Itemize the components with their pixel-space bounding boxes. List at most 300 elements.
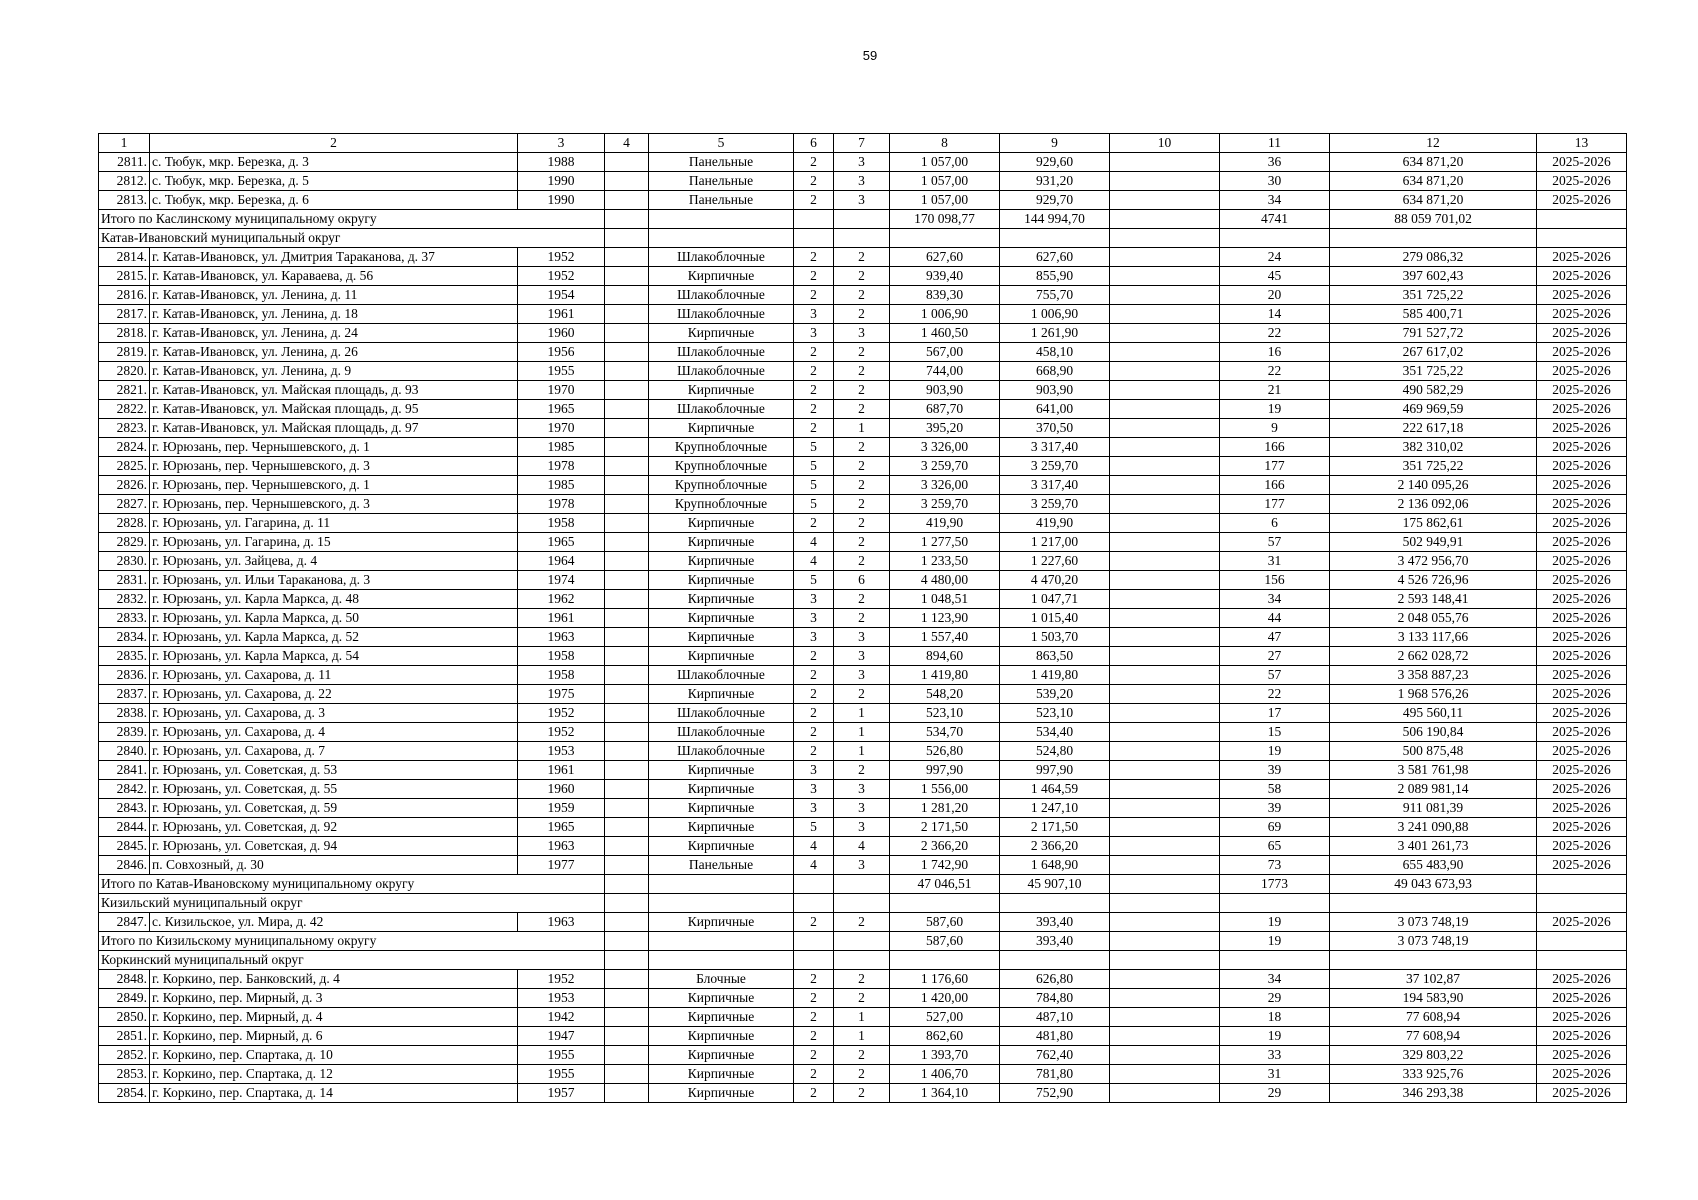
row-number: 2827. [99,495,150,514]
cost-cell: 351 725,22 [1330,362,1537,381]
col10-cell [1110,533,1220,552]
period-cell: 2025-2026 [1537,571,1627,590]
year-cell: 1952 [518,704,605,723]
cost-cell: 585 400,71 [1330,305,1537,324]
col10-cell [1110,875,1220,894]
period-cell: 2025-2026 [1537,286,1627,305]
page-number: 59 [862,48,878,63]
wall-material-cell: Кирпичные [649,514,794,533]
entrances-cell: 3 [834,172,890,191]
col7-cell [834,951,890,970]
col4-cell [605,476,649,495]
row-number: 2842. [99,780,150,799]
col9-cell [1000,229,1110,248]
period-cell: 2025-2026 [1537,324,1627,343]
table-row [99,153,1627,172]
col10-cell [1110,989,1220,1008]
residents-cell: 34 [1220,590,1330,609]
wall-material-cell: Шлакоблочные [649,286,794,305]
wall-material-cell: Шлакоблочные [649,248,794,267]
col8-cell [890,894,1000,913]
living-area-cell: 668,90 [1000,362,1110,381]
total-area-cell: 1 419,80 [890,666,1000,685]
col7-cell [834,229,890,248]
year-cell: 1974 [518,571,605,590]
total-area-cell: 523,10 [890,704,1000,723]
entrances-cell: 1 [834,1008,890,1027]
col10-cell [1110,970,1220,989]
period-cell: 2025-2026 [1537,514,1627,533]
total-area-cell: 1 406,70 [890,1065,1000,1084]
col4-cell [605,989,649,1008]
floors-cell: 2 [794,153,834,172]
floors-cell: 2 [794,1027,834,1046]
table-row [99,1027,1627,1046]
total-label: Итого по Катав-Ивановскому муниципальному округу [99,875,605,894]
total-area-cell: 1 176,60 [890,970,1000,989]
address-cell: г. Катав-Ивановск, ул. Майская площадь, д. 93 [150,381,518,400]
wall-material-cell: Шлакоблочные [649,723,794,742]
year-cell: 1947 [518,1027,605,1046]
col4-cell [605,1084,649,1103]
table-row [99,286,1627,305]
col5-cell [649,951,794,970]
period-cell: 2025-2026 [1537,438,1627,457]
cost-cell: 634 871,20 [1330,153,1537,172]
period-cell: 2025-2026 [1537,381,1627,400]
total-area-cell: 1 057,00 [890,153,1000,172]
total-area-cell: 3 326,00 [890,438,1000,457]
cost-cell: 351 725,22 [1330,286,1537,305]
cost-cell: 2 593 148,41 [1330,590,1537,609]
wall-material-cell: Панельные [649,153,794,172]
floors-cell: 5 [794,818,834,837]
address-cell: г. Катав-Ивановск, ул. Ленина, д. 18 [150,305,518,324]
wall-material-cell: Кирпичные [649,1027,794,1046]
table-row [99,172,1627,191]
col13-cell [1537,229,1627,248]
col4-cell [605,609,649,628]
entrances-cell: 2 [834,533,890,552]
table-row [99,970,1627,989]
residents-cell: 22 [1220,362,1330,381]
table-row [99,248,1627,267]
residents-cell: 177 [1220,495,1330,514]
address-cell: г. Катав-Ивановск, ул. Ленина, д. 26 [150,343,518,362]
living-area-cell: 755,70 [1000,286,1110,305]
table-row [99,495,1627,514]
wall-material-cell: Кирпичные [649,571,794,590]
residents-cell: 29 [1220,989,1330,1008]
address-cell: с. Тюбук, мкр. Березка, д. 6 [150,191,518,210]
year-cell: 1956 [518,343,605,362]
wall-material-cell: Кирпичные [649,761,794,780]
section-header-row [99,951,1627,970]
period-cell: 2025-2026 [1537,305,1627,324]
floors-cell: 2 [794,248,834,267]
col10-cell [1110,647,1220,666]
total-area-cell: 862,60 [890,1027,1000,1046]
col7-cell [834,932,890,951]
entrances-cell: 2 [834,989,890,1008]
cost-cell: 3 073 748,19 [1330,913,1537,932]
row-number: 2840. [99,742,150,761]
total-area-cell: 548,20 [890,685,1000,704]
residents-cell: 22 [1220,685,1330,704]
cost-cell: 490 582,29 [1330,381,1537,400]
entrances-cell: 2 [834,1046,890,1065]
col10-cell [1110,1084,1220,1103]
residents-cell: 18 [1220,1008,1330,1027]
period-cell: 2025-2026 [1537,837,1627,856]
table-row [99,381,1627,400]
year-cell: 1952 [518,248,605,267]
column-header-11: 11 [1220,134,1330,153]
floors-cell: 3 [794,761,834,780]
entrances-cell: 2 [834,495,890,514]
residents-cell: 73 [1220,856,1330,875]
year-cell: 1958 [518,647,605,666]
living-area-cell: 903,90 [1000,381,1110,400]
col4-cell [605,381,649,400]
row-number: 2822. [99,400,150,419]
living-area-cell: 1 227,60 [1000,552,1110,571]
cost-cell: 346 293,38 [1330,1084,1537,1103]
period-cell: 2025-2026 [1537,685,1627,704]
floors-cell: 2 [794,666,834,685]
address-cell: г. Юрюзань, ул. Гагарина, д. 15 [150,533,518,552]
col10-cell [1110,210,1220,229]
row-number: 2843. [99,799,150,818]
residents-cell: 36 [1220,153,1330,172]
floors-cell: 2 [794,343,834,362]
wall-material-cell: Шлакоблочные [649,343,794,362]
total-row [99,932,1627,951]
year-cell: 1961 [518,761,605,780]
row-number: 2818. [99,324,150,343]
residents-cell: 21 [1220,381,1330,400]
period-cell: 2025-2026 [1537,780,1627,799]
col9-cell [1000,951,1110,970]
col4-cell [605,229,649,248]
entrances-cell: 2 [834,267,890,286]
row-number: 2820. [99,362,150,381]
year-cell: 1970 [518,419,605,438]
year-cell: 1955 [518,1046,605,1065]
period-cell: 2025-2026 [1537,647,1627,666]
period-cell: 2025-2026 [1537,856,1627,875]
total-area-cell: 3 326,00 [890,476,1000,495]
floors-cell: 2 [794,381,834,400]
table-row [99,913,1627,932]
wall-material-cell: Панельные [649,172,794,191]
living-area-cell: 781,80 [1000,1065,1110,1084]
year-cell: 1990 [518,172,605,191]
wall-material-cell: Кирпичные [649,267,794,286]
address-cell: г. Коркино, пер. Мирный, д. 3 [150,989,518,1008]
residents-cell: 47 [1220,628,1330,647]
column-header-10: 10 [1110,134,1220,153]
total-area-cell: 1 006,90 [890,305,1000,324]
cost-cell: 194 583,90 [1330,989,1537,1008]
period-cell: 2025-2026 [1537,400,1627,419]
row-number: 2836. [99,666,150,685]
living-area-cell: 752,90 [1000,1084,1110,1103]
residents-cell: 19 [1220,913,1330,932]
living-area-cell: 45 907,10 [1000,875,1110,894]
col4-cell [605,419,649,438]
col10-cell [1110,267,1220,286]
address-cell: г. Юрюзань, ул. Сахарова, д. 22 [150,685,518,704]
living-area-cell: 539,20 [1000,685,1110,704]
entrances-cell: 2 [834,1065,890,1084]
entrances-cell: 2 [834,400,890,419]
residents-cell: 34 [1220,191,1330,210]
floors-cell: 2 [794,400,834,419]
total-area-cell: 1 460,50 [890,324,1000,343]
col13-cell [1537,951,1627,970]
table-row [99,1008,1627,1027]
column-header-12: 12 [1330,134,1537,153]
address-cell: г. Юрюзань, пер. Чернышевского, д. 1 [150,438,518,457]
column-header-7: 7 [834,134,890,153]
floors-cell: 2 [794,989,834,1008]
living-area-cell: 855,90 [1000,267,1110,286]
row-number: 2834. [99,628,150,647]
living-area-cell: 1 015,40 [1000,609,1110,628]
living-area-cell: 393,40 [1000,932,1110,951]
entrances-cell: 3 [834,856,890,875]
column-header-5: 5 [649,134,794,153]
col4-cell [605,457,649,476]
entrances-cell: 2 [834,552,890,571]
col10-cell [1110,1065,1220,1084]
floors-cell: 5 [794,495,834,514]
column-header-2: 2 [150,134,518,153]
address-cell: г. Коркино, пер. Мирный, д. 6 [150,1027,518,1046]
year-cell: 1975 [518,685,605,704]
col4-cell [605,343,649,362]
residents-cell: 22 [1220,324,1330,343]
cost-cell: 49 043 673,93 [1330,875,1537,894]
table-row [99,552,1627,571]
floors-cell: 2 [794,1046,834,1065]
period-cell: 2025-2026 [1537,1046,1627,1065]
table-row [99,628,1627,647]
living-area-cell: 370,50 [1000,419,1110,438]
wall-material-cell: Шлакоблочные [649,666,794,685]
col4-cell [605,1065,649,1084]
col10-cell [1110,476,1220,495]
table-row [99,571,1627,590]
living-area-cell: 1 503,70 [1000,628,1110,647]
cost-cell: 382 310,02 [1330,438,1537,457]
wall-material-cell: Шлакоблочные [649,704,794,723]
column-number-row [99,134,1627,153]
entrances-cell: 2 [834,685,890,704]
residents-cell: 16 [1220,343,1330,362]
period-cell: 2025-2026 [1537,704,1627,723]
entrances-cell: 2 [834,381,890,400]
column-header-13: 13 [1537,134,1627,153]
cost-cell: 88 059 701,02 [1330,210,1537,229]
col8-cell [890,951,1000,970]
floors-cell: 3 [794,305,834,324]
col4-cell [605,324,649,343]
cost-cell: 634 871,20 [1330,191,1537,210]
col11-cell [1220,229,1330,248]
cost-cell: 495 560,11 [1330,704,1537,723]
total-area-cell: 567,00 [890,343,1000,362]
col4-cell [605,647,649,666]
living-area-cell: 1 648,90 [1000,856,1110,875]
total-area-cell: 170 098,77 [890,210,1000,229]
living-area-cell: 784,80 [1000,989,1110,1008]
wall-material-cell: Шлакоблочные [649,305,794,324]
col7-cell [834,875,890,894]
address-cell: г. Катав-Ивановск, ул. Караваева, д. 56 [150,267,518,286]
col6-cell [794,951,834,970]
col4-cell [605,495,649,514]
residents-cell: 156 [1220,571,1330,590]
total-area-cell: 1 057,00 [890,191,1000,210]
total-area-cell: 395,20 [890,419,1000,438]
cost-cell: 77 608,94 [1330,1027,1537,1046]
total-row [99,210,1627,229]
living-area-cell: 929,70 [1000,191,1110,210]
column-header-9: 9 [1000,134,1110,153]
floors-cell: 5 [794,476,834,495]
total-area-cell: 587,60 [890,913,1000,932]
address-cell: г. Юрюзань, ул. Карла Маркса, д. 54 [150,647,518,666]
row-number: 2847. [99,913,150,932]
column-header-4: 4 [605,134,649,153]
address-cell: г. Юрюзань, ул. Карла Маркса, д. 52 [150,628,518,647]
period-cell: 2025-2026 [1537,476,1627,495]
year-cell: 1962 [518,590,605,609]
wall-material-cell: Крупноблочные [649,476,794,495]
entrances-cell: 3 [834,191,890,210]
total-area-cell: 1 233,50 [890,552,1000,571]
wall-material-cell: Кирпичные [649,837,794,856]
col13-cell [1537,894,1627,913]
col11-cell [1220,894,1330,913]
floors-cell: 2 [794,419,834,438]
residents-cell: 58 [1220,780,1330,799]
col10-cell [1110,856,1220,875]
col10-cell [1110,286,1220,305]
col4-cell [605,951,649,970]
cost-cell: 279 086,32 [1330,248,1537,267]
col10-cell [1110,951,1220,970]
wall-material-cell: Кирпичные [649,647,794,666]
table-row [99,362,1627,381]
floors-cell: 2 [794,1084,834,1103]
table-row [99,989,1627,1008]
living-area-cell: 641,00 [1000,400,1110,419]
residents-cell: 166 [1220,476,1330,495]
living-area-cell: 3 259,70 [1000,495,1110,514]
period-cell: 2025-2026 [1537,742,1627,761]
row-number: 2844. [99,818,150,837]
entrances-cell: 2 [834,761,890,780]
col8-cell [890,229,1000,248]
address-cell: г. Катав-Ивановск, ул. Дмитрия Тараканова, д. 37 [150,248,518,267]
living-area-cell: 1 006,90 [1000,305,1110,324]
entrances-cell: 2 [834,913,890,932]
table-row [99,533,1627,552]
year-cell: 1958 [518,666,605,685]
row-number: 2825. [99,457,150,476]
entrances-cell: 3 [834,799,890,818]
table-row [99,742,1627,761]
wall-material-cell: Кирпичные [649,799,794,818]
cost-cell: 397 602,43 [1330,267,1537,286]
period-cell: 2025-2026 [1537,989,1627,1008]
row-number: 2826. [99,476,150,495]
cost-cell: 506 190,84 [1330,723,1537,742]
table-row [99,685,1627,704]
living-area-cell: 626,80 [1000,970,1110,989]
wall-material-cell: Кирпичные [649,552,794,571]
total-area-cell: 1 420,00 [890,989,1000,1008]
row-number: 2835. [99,647,150,666]
residents-cell: 29 [1220,1084,1330,1103]
section-title: Катав-Ивановский муниципальный округ [99,229,605,248]
col10-cell [1110,191,1220,210]
table-row [99,856,1627,875]
table-row [99,191,1627,210]
address-cell: г. Катав-Ивановск, ул. Майская площадь, д. 97 [150,419,518,438]
residents-cell: 166 [1220,438,1330,457]
row-number: 2821. [99,381,150,400]
col4-cell [605,837,649,856]
residents-cell: 31 [1220,1065,1330,1084]
row-number: 2816. [99,286,150,305]
residents-cell: 33 [1220,1046,1330,1065]
address-cell: с. Кизильское, ул. Мира, д. 42 [150,913,518,932]
col10-cell [1110,438,1220,457]
table-row [99,666,1627,685]
col5-cell [649,210,794,229]
column-header-1: 1 [99,134,150,153]
col10-cell [1110,780,1220,799]
entrances-cell: 1 [834,742,890,761]
col10-cell [1110,571,1220,590]
living-area-cell: 534,40 [1000,723,1110,742]
col4-cell [605,1027,649,1046]
year-cell: 1963 [518,628,605,647]
period-cell: 2025-2026 [1537,609,1627,628]
total-row [99,875,1627,894]
col4-cell [605,799,649,818]
period-cell: 2025-2026 [1537,248,1627,267]
table-row [99,590,1627,609]
wall-material-cell: Кирпичные [649,1008,794,1027]
year-cell: 1985 [518,438,605,457]
residents-cell: 19 [1220,932,1330,951]
total-area-cell: 3 259,70 [890,495,1000,514]
table-row [99,761,1627,780]
year-cell: 1952 [518,970,605,989]
total-label: Итого по Кизильскому муниципальному округу [99,932,605,951]
row-number: 2831. [99,571,150,590]
col4-cell [605,286,649,305]
floors-cell: 5 [794,571,834,590]
total-area-cell: 1 742,90 [890,856,1000,875]
total-area-cell: 587,60 [890,932,1000,951]
row-number: 2849. [99,989,150,1008]
